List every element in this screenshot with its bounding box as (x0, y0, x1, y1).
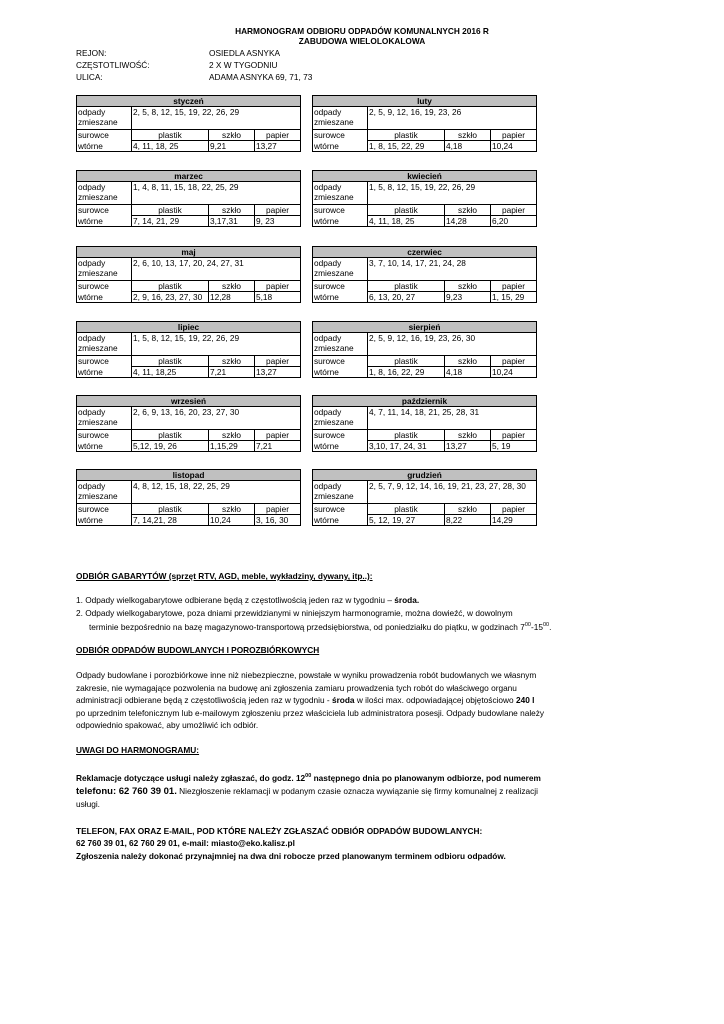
recyclables-label-bottom: wtórne (77, 292, 132, 303)
mixed-waste-dates: 2, 5, 8, 12, 15, 19, 22, 26, 29 (132, 107, 301, 130)
glass-dates: 1,15,29 (209, 441, 255, 452)
glass-dates: 12,28 (209, 292, 255, 303)
mixed-waste-dates: 1, 5, 8, 12, 15, 19, 22, 26, 29 (132, 333, 301, 356)
hour-to: -15 (530, 621, 543, 632)
month-name: maj (77, 247, 301, 258)
mixed-waste-dates: 1, 4, 8, 11, 15, 18, 22, 25, 29 (132, 182, 301, 205)
recyclables-label-bottom: wtórne (313, 216, 368, 227)
month-table-5 (312, 246, 535, 303)
kontakt-line-1: 62 760 39 01, 62 760 29 01, e-mail: miasto@eko.kalisz.pl (76, 838, 295, 849)
recyclables-label-bottom: wtórne (313, 515, 368, 526)
plastic-dates: 7, 14, 21, 29 (132, 216, 209, 227)
paper-header: papier (491, 205, 537, 216)
glass-header: szkło (445, 205, 491, 216)
recyclables-label-top: surowce (77, 130, 132, 141)
mixed-waste-dates: 4, 8, 12, 15, 18, 22, 25, 29 (132, 481, 301, 504)
paper-header: papier (255, 281, 301, 292)
recyclables-label-top: surowce (313, 205, 368, 216)
month-table-9 (312, 395, 535, 452)
uwagi-line-1 (76, 770, 646, 784)
plastic-header: plastik (132, 356, 209, 367)
glass-header: szkło (209, 281, 255, 292)
plastic-dates: 2, 9, 16, 23, 27, 30 (132, 292, 209, 303)
paper-dates: 1, 15, 29 (491, 292, 537, 303)
mixed-waste-label: odpady zmieszane (77, 258, 132, 281)
paper-header: papier (491, 504, 537, 515)
paper-dates: 13,27 (255, 141, 301, 152)
budowlane-section (76, 644, 646, 731)
mixed-waste-label: odpady zmieszane (313, 333, 368, 356)
month-table-6 (76, 321, 299, 378)
paper-dates: 10,24 (491, 141, 537, 152)
recyclables-label-top: surowce (313, 130, 368, 141)
mixed-waste-dates: 3, 7, 10, 14, 17, 21, 24, 28 (368, 258, 537, 281)
mixed-waste-label: odpady zmieszane (313, 107, 368, 130)
paper-header: papier (491, 430, 537, 441)
czestotliwosc-value: 2 X W TYGODNIU (209, 60, 278, 70)
kontakt-heading: TELEFON, FAX ORAZ E-MAIL, POD KTÓRE NALEŻY ZGŁASZAĆ ODBIÓR ODPADÓW BUDOWLANYCH: (76, 826, 483, 836)
month-name: kwiecień (313, 171, 537, 182)
paper-header: papier (255, 205, 301, 216)
plastic-dates: 7, 14,21, 28 (132, 515, 209, 526)
gabaryty-point-2-text: terminie bezpośrednio na bazę magazynowo-transportową przedsiębiorstwa, od poniedziałku do piątku, w godzinach 7 (89, 621, 525, 632)
plastic-dates: 5,12, 19, 26 (132, 441, 209, 452)
gabaryty-heading: ODBIÓR GABARYTÓW (sprzęt RTV, AGD, meble, wykładziny, dywany, itp..): (76, 571, 373, 581)
gabaryty-point-1 (76, 594, 646, 606)
plastic-header: plastik (132, 130, 209, 141)
plastic-dates: 4, 11, 18, 25 (132, 141, 209, 152)
recyclables-label-top: surowce (313, 356, 368, 367)
plastic-dates: 5, 12, 19, 27 (368, 515, 445, 526)
paper-dates: 6,20 (491, 216, 537, 227)
glass-header: szkło (445, 356, 491, 367)
budowlane-line-1: Odpady budowlane i porozbiórkowe inne niż niebezpieczne, powstałe w wyniku prowadzenia robót budowlanych we własnym (76, 670, 537, 681)
month-name: sierpień (313, 322, 537, 333)
glass-dates: 3,17,31 (209, 216, 255, 227)
month-name: lipiec (77, 322, 301, 333)
mixed-waste-dates: 4, 7, 11, 14, 18, 21, 25, 28, 31 (368, 407, 537, 430)
budowlane-line-3 (76, 694, 646, 706)
glass-header: szkło (209, 430, 255, 441)
plastic-header: plastik (368, 130, 445, 141)
glass-dates: 9,21 (209, 141, 255, 152)
plastic-header: plastik (368, 281, 445, 292)
glass-dates: 7,21 (209, 367, 255, 378)
month-table-4 (76, 246, 299, 303)
recyclables-label-bottom: wtórne (77, 441, 132, 452)
uwagi-line-2b: Niezgłoszenie reklamacji w podanym czasie oznacza wywiązanie się firmy komunalnej z realizacji (176, 785, 538, 796)
mixed-waste-dates: 2, 6, 9, 13, 16, 20, 23, 27, 30 (132, 407, 301, 430)
recyclables-label-bottom: wtórne (77, 216, 132, 227)
recyclables-label-top: surowce (77, 205, 132, 216)
uwagi-line-2 (76, 785, 646, 798)
budowlane-volume: 240 l (515, 695, 535, 706)
mixed-waste-label: odpady zmieszane (77, 481, 132, 504)
month-name: marzec (77, 171, 301, 182)
month-name: wrzesień (77, 396, 301, 407)
recyclables-label-top: surowce (77, 430, 132, 441)
budowlane-heading: ODBIÓR ODPADÓW BUDOWLANYCH I POROZBIÓRKOWYCH (76, 645, 320, 655)
paper-header: papier (255, 430, 301, 441)
recyclables-label-bottom: wtórne (313, 141, 368, 152)
plastic-header: plastik (132, 281, 209, 292)
kontakt-section (76, 825, 646, 862)
glass-header: szkło (209, 356, 255, 367)
glass-header: szkło (209, 504, 255, 515)
gabaryty-point-2-cont (76, 619, 646, 633)
mixed-waste-dates: 1, 5, 8, 12, 15, 19, 22, 26, 29 (368, 182, 537, 205)
plastic-header: plastik (132, 430, 209, 441)
month-table-10 (76, 469, 299, 526)
month-name: listopad (77, 470, 301, 481)
month-table-8 (76, 395, 299, 452)
mixed-waste-dates: 2, 5, 9, 12, 16, 19, 23, 26 (368, 107, 537, 130)
month-table-7 (312, 321, 535, 378)
glass-dates: 13,27 (445, 441, 491, 452)
mixed-waste-label: odpady zmieszane (313, 258, 368, 281)
paper-dates: 13,27 (255, 367, 301, 378)
recyclables-label-top: surowce (313, 281, 368, 292)
uwagi-heading: UWAGI DO HARMONOGRAMU: (76, 745, 200, 755)
recyclables-label-top: surowce (77, 281, 132, 292)
month-name: październik (313, 396, 537, 407)
recyclables-label-top: surowce (77, 504, 132, 515)
budowlane-line-4: po uprzednim telefonicznym lub e-mailowym zgłoszeniu przez właściciela lub administratora posesji. Odpady budowlane należy (76, 707, 545, 718)
recyclables-label-bottom: wtórne (313, 367, 368, 378)
month-table-2 (76, 170, 299, 227)
gabaryty-point-1-text: 1. Odpady wielkogabarytowe odbierane będą z częstotliwością jeden raz w tygodniu – (76, 595, 395, 606)
plastic-header: plastik (368, 356, 445, 367)
recyclables-label-top: surowce (313, 504, 368, 515)
paper-dates: 7,21 (255, 441, 301, 452)
paper-dates: 5, 19 (491, 441, 537, 452)
uwagi-line-1b: następnego dnia po planowanym odbiorze, pod numerem (311, 773, 541, 784)
hour-to-sup: 00 (542, 622, 550, 629)
plastic-header: plastik (132, 504, 209, 515)
month-name: czerwiec (313, 247, 537, 258)
recyclables-label-bottom: wtórne (77, 367, 132, 378)
uwagi-line-1a: Reklamacje dotyczące usługi należy zgłaszać, do godz. 12 (76, 773, 306, 784)
budowlane-line-3a: administracji odbierane będą z częstotliwością jeden raz w tygodniu - (76, 695, 332, 706)
mixed-waste-dates: 2, 6, 10, 13, 17, 20, 24, 27, 31 (132, 258, 301, 281)
uwagi-hour-sup: 00 (305, 773, 312, 780)
recyclables-label-bottom: wtórne (313, 292, 368, 303)
plastic-dates: 4, 11, 18, 25 (368, 216, 445, 227)
kontakt-line-2: Zgłoszenia należy dokonać przynajmniej na dwa dni robocze przed planowanym terminem odbioru odpadów. (76, 850, 506, 861)
budowlane-line-2: zakresie, nie wymagające pozwolenia na budowę ani zgłoszenia zamiaru prowadzenia tych robót do właściwego organu (76, 682, 517, 693)
mixed-waste-label: odpady zmieszane (313, 481, 368, 504)
plastic-header: plastik (132, 205, 209, 216)
plastic-dates: 3,10, 17, 24, 31 (368, 441, 445, 452)
paper-header: papier (255, 356, 301, 367)
plastic-header: plastik (368, 504, 445, 515)
rejon-value: OSIEDLA ASNYKA (209, 48, 281, 58)
mixed-waste-label: odpady zmieszane (77, 407, 132, 430)
month-table-11 (312, 469, 535, 526)
glass-header: szkło (209, 205, 255, 216)
paper-dates: 14,29 (491, 515, 537, 526)
glass-dates: 14,28 (445, 216, 491, 227)
glass-header: szkło (209, 130, 255, 141)
paper-dates: 3, 16, 30 (255, 515, 301, 526)
period: . (549, 621, 552, 632)
document-title: HARMONOGRAM ODBIORU ODPADÓW KOMUNALNYCH 2016 R (235, 26, 489, 36)
mixed-waste-label: odpady zmieszane (77, 333, 132, 356)
paper-dates: 5,18 (255, 292, 301, 303)
paper-dates: 10,24 (491, 367, 537, 378)
rejon-label: REJON: (76, 48, 107, 58)
paper-header: papier (491, 281, 537, 292)
document-subtitle: ZABUDOWA WIELOLOKALOWA (298, 36, 426, 46)
plastic-dates: 4, 11, 18,25 (132, 367, 209, 378)
recyclables-label-bottom: wtórne (77, 141, 132, 152)
glass-header: szkło (445, 130, 491, 141)
uwagi-line-3: usługi. (76, 798, 100, 809)
budowlane-line-3c: w ilości max. odpowiadającej objętościowo (354, 695, 516, 706)
ulica-value: ADAMA ASNYKA 69, 71, 73 (209, 72, 313, 82)
glass-dates: 10,24 (209, 515, 255, 526)
gabaryty-point-2: 2. Odpady wielkogabarytowe, poza dniami przewidzianymi w niniejszym harmonogramie, można dowieźć, w dowolnym (76, 607, 513, 618)
month-name: grudzień (313, 470, 537, 481)
glass-dates: 8,22 (445, 515, 491, 526)
gabaryty-point-1-day: środa. (394, 595, 420, 606)
plastic-dates: 1, 8, 15, 22, 29 (368, 141, 445, 152)
gabaryty-section (76, 570, 646, 633)
glass-dates: 4,18 (445, 141, 491, 152)
glass-header: szkło (445, 504, 491, 515)
month-table-1 (312, 95, 535, 152)
recyclables-label-bottom: wtórne (77, 515, 132, 526)
plastic-header: plastik (368, 430, 445, 441)
uwagi-phone: telefonu: 62 760 39 01. (76, 785, 177, 797)
recyclables-label-top: surowce (77, 356, 132, 367)
budowlane-day: środa (331, 695, 355, 706)
paper-dates: 9, 23 (255, 216, 301, 227)
mixed-waste-dates: 2, 5, 7, 9, 12, 14, 16, 19, 21, 23, 27, 28, 30 (368, 481, 537, 504)
glass-dates: 4,18 (445, 367, 491, 378)
mixed-waste-label: odpady zmieszane (313, 182, 368, 205)
mixed-waste-dates: 2, 5, 9, 12, 16, 19, 23, 26, 30 (368, 333, 537, 356)
mixed-waste-label: odpady zmieszane (313, 407, 368, 430)
paper-header: papier (491, 356, 537, 367)
paper-header: papier (255, 504, 301, 515)
czestotliwosc-label: CZĘSTOTLIWOŚĆ: (76, 60, 150, 70)
month-name: luty (313, 96, 537, 107)
ulica-label: ULICA: (76, 72, 103, 82)
plastic-dates: 6, 13, 20, 27 (368, 292, 445, 303)
recyclables-label-top: surowce (313, 430, 368, 441)
glass-header: szkło (445, 430, 491, 441)
month-table-0 (76, 95, 299, 152)
month-table-3 (312, 170, 535, 227)
plastic-header: plastik (368, 205, 445, 216)
glass-header: szkło (445, 281, 491, 292)
mixed-waste-label: odpady zmieszane (77, 107, 132, 130)
glass-dates: 9,23 (445, 292, 491, 303)
paper-header: papier (491, 130, 537, 141)
hour-from-sup: 00 (524, 622, 531, 629)
paper-header: papier (255, 130, 301, 141)
plastic-dates: 1, 8, 16, 22, 29 (368, 367, 445, 378)
month-name: styczeń (77, 96, 301, 107)
budowlane-line-5: odpowiednio spakować, aby umożliwić ich odbiór. (76, 720, 259, 731)
mixed-waste-label: odpady zmieszane (77, 182, 132, 205)
recyclables-label-bottom: wtórne (313, 441, 368, 452)
uwagi-section (76, 744, 646, 810)
